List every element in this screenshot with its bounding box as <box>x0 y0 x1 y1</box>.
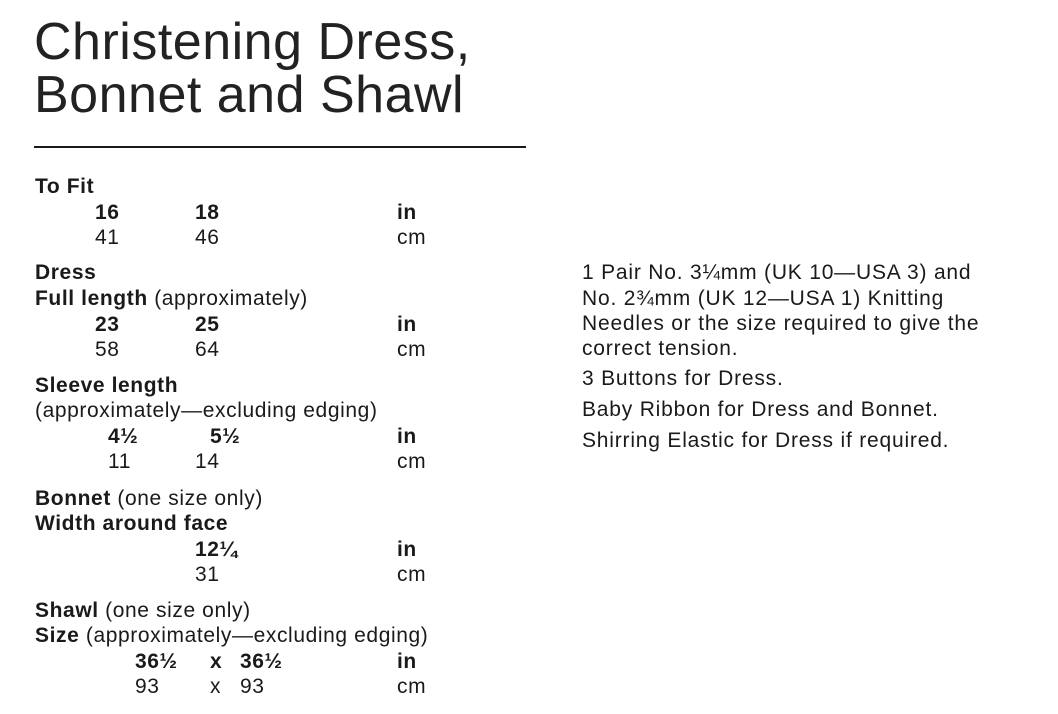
sleeve-cm-unit: cm <box>397 450 427 473</box>
full-length-in-unit: in <box>397 313 417 336</box>
buttons-line: 3 Buttons for Dress. <box>582 367 784 390</box>
sleeve-in-1: 4½ <box>108 425 139 448</box>
shawl-size-in-b: 36½ <box>240 650 283 673</box>
to-fit-cm-2: 46 <box>195 226 220 249</box>
shawl-heading: Shawl <box>35 599 99 622</box>
shawl-heading-line <box>35 598 251 623</box>
title-line-2: Bonnet and Shawl <box>34 66 465 124</box>
shawl-cm-unit: cm <box>397 675 427 698</box>
title-line-1: Christening Dress, <box>34 13 471 71</box>
shawl-size-cm-x: x <box>210 675 222 698</box>
needles-line-3: Needles or the size required to give the <box>582 312 980 335</box>
to-fit-cm-1: 41 <box>95 226 120 249</box>
to-fit-in-unit: in <box>397 201 417 224</box>
bonnet-in-unit: in <box>397 538 417 561</box>
elastic-line: Shirring Elastic for Dress if required. <box>582 429 950 452</box>
shawl-size-label: Size <box>35 624 80 647</box>
full-length-label: Full length <box>35 287 148 310</box>
to-fit-in-2: 18 <box>195 201 220 224</box>
bonnet-heading: Bonnet <box>35 487 111 510</box>
needles-line-1: 1 Pair No. 3¼mm (UK 10—USA 3) and <box>582 261 972 284</box>
sleeve-length-label: Sleeve length <box>35 374 179 397</box>
shawl-note: (one size only) <box>105 599 251 622</box>
shawl-size-note: (approximately—excluding edging) <box>85 624 429 647</box>
bonnet-cm-unit: cm <box>397 563 427 586</box>
full-length-cm-2: 64 <box>195 338 220 361</box>
shawl-size-cm-a: 93 <box>135 675 160 698</box>
shawl-in-unit: in <box>397 650 417 673</box>
bonnet-width-cm: 31 <box>195 563 220 586</box>
full-length-cm-1: 58 <box>95 338 120 361</box>
shawl-size-line <box>35 623 428 648</box>
to-fit-heading: To Fit <box>35 175 95 198</box>
bonnet-heading-line <box>35 486 263 511</box>
page-title <box>34 13 471 124</box>
sleeve-cm-1: 11 <box>108 450 131 473</box>
sleeve-cm-2: 14 <box>195 450 220 473</box>
shawl-size-cm-b: 93 <box>240 675 265 698</box>
bonnet-width-in: 12¼ <box>195 538 238 561</box>
dress-full-length-line <box>35 286 308 311</box>
to-fit-cm-unit: cm <box>397 226 427 249</box>
title-divider <box>34 146 526 148</box>
sleeve-in-2: 5½ <box>210 425 241 448</box>
full-length-in-2: 25 <box>195 313 220 336</box>
to-fit-in-1: 16 <box>95 201 120 224</box>
full-length-cm-unit: cm <box>397 338 427 361</box>
needles-line-4: correct tension. <box>582 337 739 360</box>
sleeve-length-note: (approximately—excluding edging) <box>35 399 378 422</box>
shawl-size-in-a: 36½ <box>135 650 178 673</box>
bonnet-width-label: Width around face <box>35 512 229 535</box>
shawl-size-in-x: x <box>210 650 223 673</box>
full-length-note: (approximately) <box>154 287 308 310</box>
full-length-in-1: 23 <box>95 313 120 336</box>
dress-heading: Dress <box>35 261 97 284</box>
bonnet-note: (one size only) <box>117 487 263 510</box>
ribbon-line: Baby Ribbon for Dress and Bonnet. <box>582 398 939 421</box>
sleeve-in-unit: in <box>397 425 417 448</box>
needles-line-2: No. 2¾mm (UK 12—USA 1) Knitting <box>582 287 945 310</box>
